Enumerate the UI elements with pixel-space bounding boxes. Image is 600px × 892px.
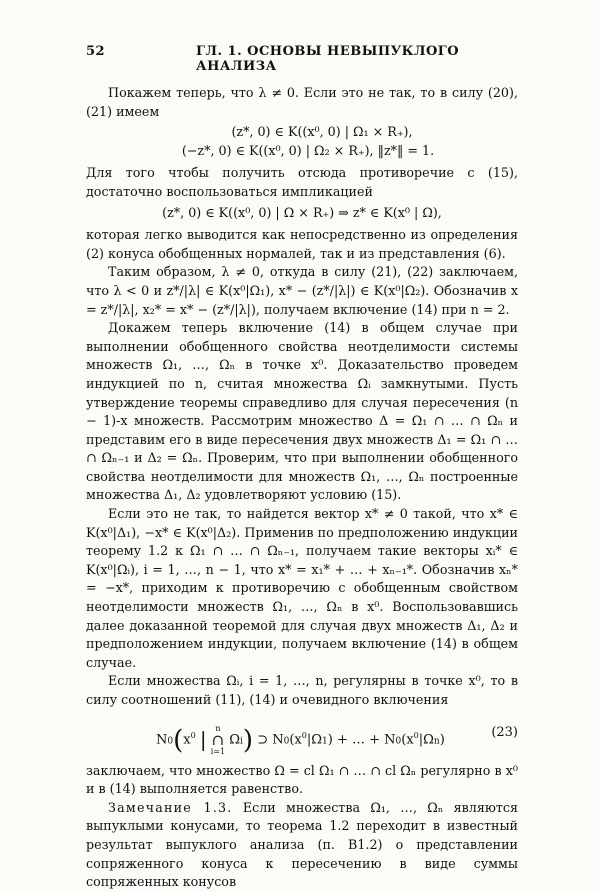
page-body <box>86 84 518 892</box>
equation-23-expression: $N0(x^0$ | n ∩ i=1 Ωi) ⊃ $N0(x^0|\Omega 1)$ + … + $N0(x^0|\Omega n)$ <box>156 723 445 756</box>
equation-23 <box>86 714 518 756</box>
running-title: ГЛ. 1. ОСНОВЫ НЕВЫПУКЛОГО АНАЛИЗА <box>196 44 460 74</box>
paragraph-induction: Если это не так, то найдется вектор x* ≠ 0 такой, что x* ∈ K(x⁰|Δ₁), −x* ∈ K(x⁰|Δ₂). Применив по предположению индукции теорему 1.2 к Ω₁ ∩ … ∩ Ωₙ₋₁, получаем такие векторы xᵢ* ∈ K(x⁰|Ωᵢ), i = 1, …, n − 1, что x* = x₁* + … + xₙ₋₁*. Обозначив xₙ* = −x*, приходим к противоречию с обобщенным свойством неотделимости множеств Ω₁, …, Ωₙ в x⁰. Воспользовавшись далее доказанной теоремой для случая двух множеств Δ₁, Δ₂ и предположением индукции, получаем включение (14) в общем случае. <box>86 506 518 670</box>
equation-line-1: (z*, 0) ∈ K((x⁰, 0) | Ω₁ × R₊), <box>231 124 413 140</box>
paragraph-regularity-conclusion: заключаем, что множество Ω = cl Ω₁ ∩ … ∩ cl Ωₙ регулярно в x⁰ и в (14) выполняется равенство. <box>86 762 518 797</box>
paragraph-conclusion-n2: Таким образом, λ ≠ 0, откуда в силу (21), (22) заключаем, что λ < 0 и z*/|λ| ∈ K(x⁰|Ω₁), x* − (z*/|λ|) ∈ K(x⁰|Ω₂). Обозначив x = z*/|λ|, x₂* = x* − (z*/|λ|), получаем включение (14) при n = 2. <box>86 264 518 317</box>
paragraph-general-case: Докажем теперь включение (14) в общем случае при выполнении обобщенного свойства неотделимости системы множеств Ω₁, …, Ωₙ в точке x⁰. Доказательство проведем индукцией по n, считая множества Ωᵢ замкнутыми. Пусть утверждение теоремы справедливо для случая пересечения (n − 1)-х множеств. Рассмотрим множество Δ = Ω₁ ∩ … ∩ Ωₙ и представим его в виде пересечения двух множеств Δ₁ = Ω₁ ∩ … ∩ Ωₙ₋₁ и Δ₂ = Ωₙ. Проверим, что при выполнении обобщенного свойства неотделимости для множеств Ω₁, …, Ωₙ построенные множества Δ₁, Δ₂ удовлетворяют условию (15). <box>86 320 518 503</box>
remark-label: Замечание 1.3. <box>108 799 233 815</box>
page-number: 52 <box>86 44 106 59</box>
paragraph-lambda-nonzero: Покажем теперь, что λ ≠ 0. Если это не так, то в силу (20), (21) имеем <box>86 85 518 119</box>
equation-number: (23) <box>491 724 518 740</box>
equation-system-1 <box>86 123 518 160</box>
paragraph-contradiction: Для того чтобы получить отсюда противоречие с (15), достаточно воспользоваться импликацией <box>86 165 518 199</box>
remark-text: Если множества Ω₁, …, Ωₙ являются выпуклыми конусами, то теорема 1.2 переходит в известный результат выпуклого анализа (п. В1.2) о представлении сопряженного конуса к пересечению в виде суммы сопряженных конусов <box>86 799 518 890</box>
paragraph-remark <box>86 799 518 892</box>
equation-line-2: (−z*, 0) ∈ K((x⁰, 0) | Ω₂ × R₊), ‖z*‖ = 1. <box>181 142 435 158</box>
paragraph-derivation: которая легко выводится как непосредственно из определения (2) конуса обобщенных нормалей, так и из представления (6). <box>86 227 518 261</box>
paragraph-regular-sets: Если множества Ωᵢ, i = 1, …, n, регулярны в точке x⁰, то в силу соотношений (11), (14) и очевидного включения <box>86 673 518 707</box>
equation-implication: (z*, 0) ∈ K((x⁰, 0) | Ω × R₊) ⇒ z* ∈ K(x⁰ | Ω), <box>162 204 442 220</box>
